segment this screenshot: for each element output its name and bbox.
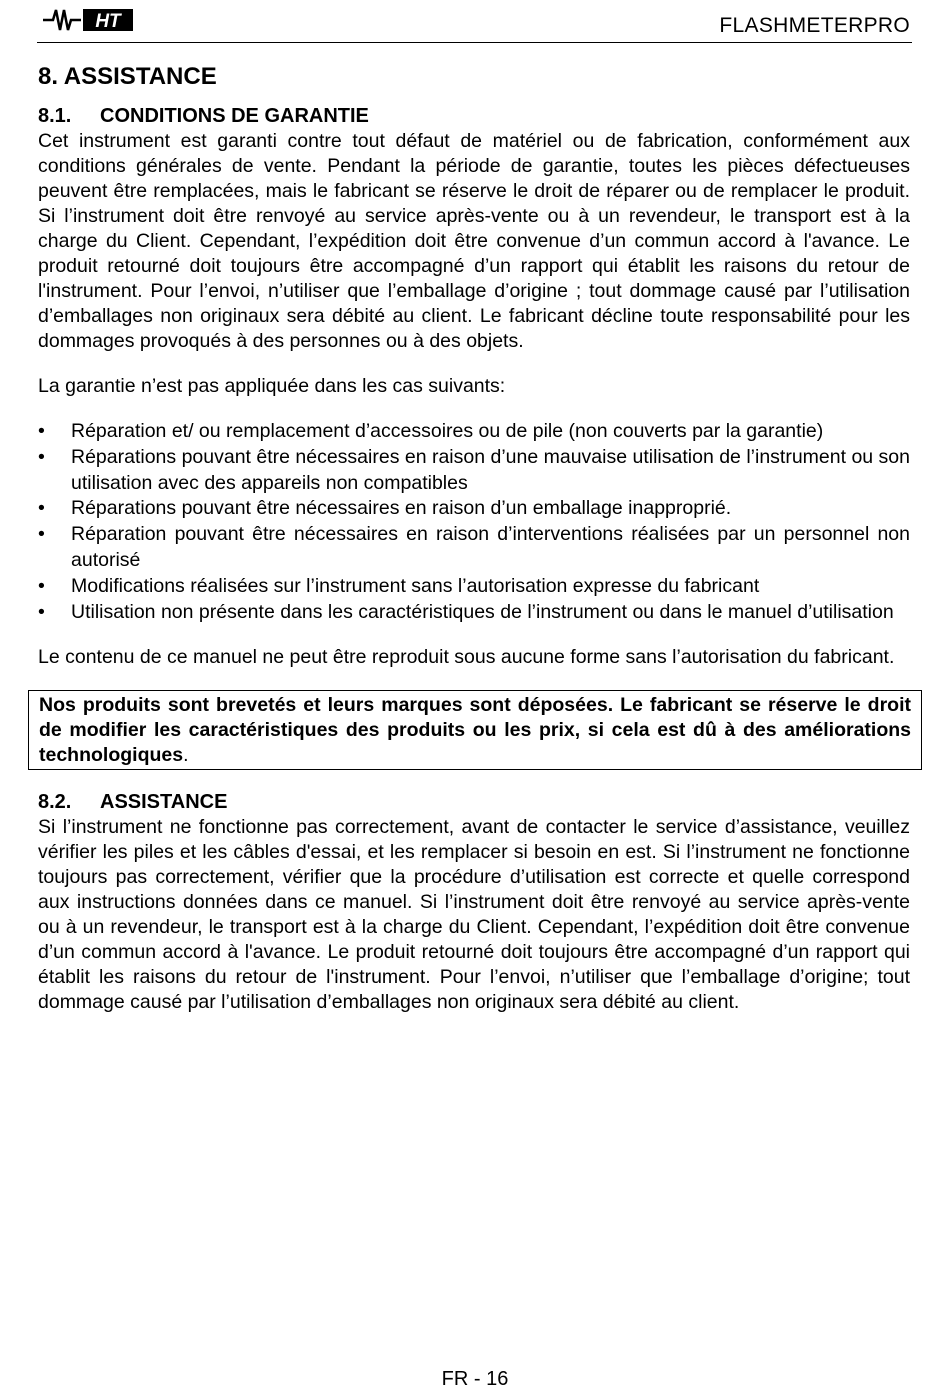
- list-item: • Réparations pouvant être nécessaires en raison d’une mauvaise utilisation de l’instrument ou son utilisation avec des appareils non compatibles: [38, 445, 910, 494]
- warranty-number: 8.1.: [38, 105, 72, 127]
- assistance-title: ASSISTANCE: [100, 791, 228, 814]
- assistance-number: 8.2.: [38, 791, 72, 814]
- assistance-paragraph: Si l’instrument ne fonctionne pas correctement, avant de contacter le service d’assistance, veuillez vérifier les piles et les câbles d'essai, et les remplacer si besoin en est. Si l’instrument ne fonctionne toujours pas correctement, vérifier que la procédure d’utilisation est correcte et quelle correspond aux instructions données dans ce manuel. Si l’instrument doit être renvoyé au service après-vente ou à un revendeur, le transport est à la charge du Client. Cependant, l’expédition doit être convenue d’un commun accord à l'avance. Le produit retourné doit toujours être accompagné d’un rapport qui établit les raisons du retour de l'instrument. Pour l’envoi, n’utiliser que l’emballage d’origine; tout dommage causé par l’utilisation d’emballages non originaux sera débité au client.: [38, 816, 910, 1014]
- exclusions-intro: La garantie n’est pas appliquée dans les cas suivants:: [38, 375, 506, 397]
- patent-notice-text: Nos produits sont brevetés et leurs marques sont déposées. Le fabricant se réserve le droit de modifier les caractéristiques des produits ou les prix, si cela est dû à des améliorations technologiques: [39, 694, 911, 767]
- exclusions-list: [38, 419, 910, 625]
- reproduction-notice: Le contenu de ce manuel ne peut être reproduit sous aucune forme sans l’autorisation du fabricant.: [38, 646, 895, 669]
- warranty-title: CONDITIONS DE GARANTIE: [100, 105, 369, 127]
- page-header: [37, 0, 912, 43]
- patent-notice-box: Nos produits sont brevetés et leurs marques sont déposées. Le fabricant se réserve le droit de modifier les caractéristiques des produits ou les prix, si cela est dû à des améliorations technologiques.: [28, 690, 922, 770]
- svg-text:HT: HT: [95, 11, 121, 32]
- page-number: FR - 16: [441, 1368, 509, 1390]
- warranty-heading: [38, 104, 910, 129]
- ht-logo: [41, 6, 136, 34]
- list-item: • Modifications réalisées sur l’instrument sans l’autorisation expresse du fabricant: [38, 574, 760, 597]
- list-item: • Réparation et/ ou remplacement d’accessoires ou de pile (non couverts par la garantie): [38, 420, 824, 442]
- list-item: • Utilisation non présente dans les caractéristiques de l’instrument ou dans le manuel d’utilisation: [38, 600, 894, 623]
- page-content: [38, 58, 910, 1015]
- list-item: • Réparations pouvant être nécessaires en raison d’un emballage inapproprié.: [38, 497, 732, 520]
- product-name: FLASHMETERPRO: [719, 14, 910, 37]
- warranty-paragraph: Cet instrument est garanti contre tout défaut de matériel ou de fabrication, conformément aux conditions générales de vente. Pendant la période de garantie, toutes les pièces défectueuses peuvent être remplacées, mais le fabricant se réserve le droit de réparer ou de remplacer le produit. Si l’instrument doit être renvoyé au service après-vente ou à un revendeur, le transport est à la charge du Client. Cependant, l’expédition doit être convenue d’un commun accord à l'avance. Le produit retourné doit toujours être accompagné d’un rapport qui établit les raisons du retour de l'instrument. Pour l’envoi, n’utiliser que l’emballage d’origine ; tout dommage causé par l’utilisation d’emballages non originaux sera débité au client. Le fabricant décline toute responsabilité pour les dommages provoqués à des personnes ou à des objets.: [38, 130, 910, 352]
- assistance-heading: [38, 790, 910, 815]
- list-item: • Réparation pouvant être nécessaires en raison d’interventions réalisées par un personnel non autorisé: [38, 523, 910, 571]
- section-title: 8. ASSISTANCE: [38, 63, 217, 90]
